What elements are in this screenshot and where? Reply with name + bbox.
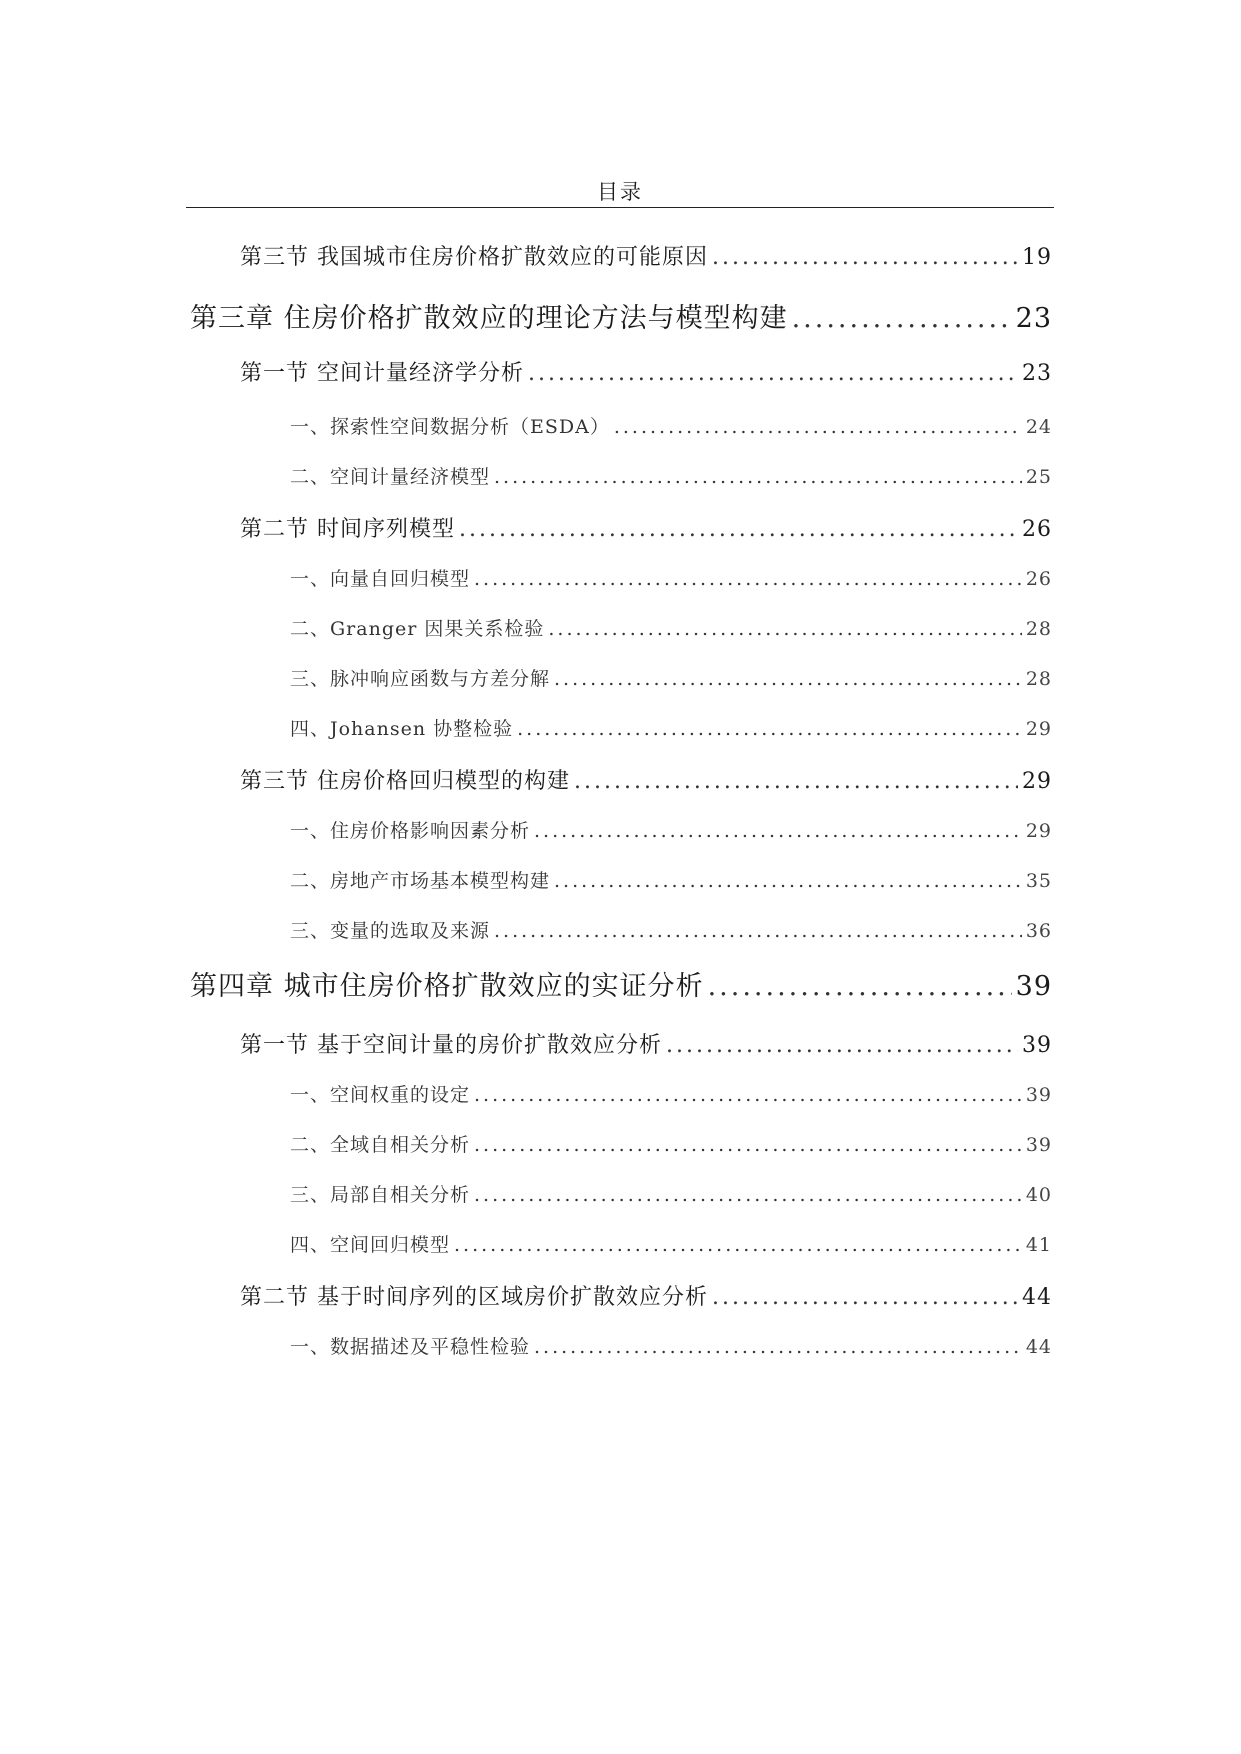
toc-dot-leader — [459, 517, 1018, 542]
toc-dot-leader — [534, 1336, 1022, 1358]
toc-section-entry[interactable] — [240, 1028, 1052, 1059]
toc-section-entry[interactable] — [240, 512, 1052, 543]
toc-page-number: 41 — [1025, 1234, 1052, 1256]
toc-entry-label: 第三节 住房价格回归模型的构建 — [240, 769, 570, 794]
toc-subsection-entry[interactable] — [290, 1080, 1052, 1107]
toc-page-number: 25 — [1025, 466, 1052, 488]
toc-entry-label: 三、脉冲响应函数与方差分解 — [290, 668, 551, 690]
toc-page-number: 23 — [1015, 303, 1052, 334]
toc-entry-label: 一、向量自回归模型 — [290, 568, 471, 590]
toc-page-number: 39 — [1025, 1134, 1052, 1156]
toc-entry-label: 第一节 基于空间计量的房价扩散效应分析 — [240, 1033, 662, 1058]
toc-page-number: 39 — [1022, 1033, 1052, 1058]
toc-subsection-entry[interactable] — [290, 1332, 1052, 1359]
toc-dot-leader — [494, 920, 1022, 942]
toc-dot-leader — [454, 1234, 1022, 1256]
toc-entry-label: 四、Johansen 协整检验 — [290, 718, 514, 740]
toc-page-number: 29 — [1025, 718, 1052, 740]
toc-dot-leader — [474, 1184, 1022, 1206]
toc-dot-leader — [712, 245, 1018, 270]
toc-section-entry[interactable] — [240, 1280, 1052, 1311]
toc-page-number: 35 — [1025, 870, 1052, 892]
toc-chapter-entry[interactable] — [190, 296, 1052, 335]
toc-entry-label: 三、变量的选取及来源 — [290, 920, 491, 942]
toc-subsection-entry[interactable] — [290, 614, 1052, 641]
toc-entry-label: 第一节 空间计量经济学分析 — [240, 361, 524, 386]
toc-subsection-entry[interactable] — [290, 866, 1052, 893]
toc-entry-label: 一、数据描述及平稳性检验 — [290, 1336, 531, 1358]
toc-subsection-entry[interactable] — [290, 916, 1052, 943]
toc-entry-label: 一、住房价格影响因素分析 — [290, 820, 531, 842]
toc-subsection-entry[interactable] — [290, 714, 1052, 741]
toc-entry-label: 第二节 基于时间序列的区域房价扩散效应分析 — [240, 1285, 708, 1310]
toc-dot-leader — [528, 361, 1018, 386]
toc-page-number: 40 — [1025, 1184, 1052, 1206]
toc-entry-label: 二、全域自相关分析 — [290, 1134, 471, 1156]
toc-dot-leader — [548, 618, 1021, 640]
toc-entry-label: 第三章 住房价格扩散效应的理论方法与模型构建 — [190, 303, 788, 334]
toc-dot-leader — [474, 568, 1022, 590]
toc-entry-label: 一、探索性空间数据分析（ESDA） — [290, 416, 610, 438]
toc-entry-label: 四、空间回归模型 — [290, 1234, 451, 1256]
toc-page-number: 39 — [1015, 971, 1052, 1002]
toc-section-entry[interactable] — [240, 240, 1052, 271]
toc-dot-leader — [474, 1084, 1022, 1106]
toc-entry-label: 第三节 我国城市住房价格扩散效应的可能原因 — [240, 245, 708, 270]
toc-entry-label: 一、空间权重的设定 — [290, 1084, 471, 1106]
toc-chapter-entry[interactable] — [190, 964, 1052, 1003]
toc-page-number: 44 — [1025, 1336, 1052, 1358]
toc-dot-leader — [554, 870, 1022, 892]
toc-dot-leader — [554, 668, 1022, 690]
toc-dot-leader — [517, 718, 1022, 740]
toc-page-number: 29 — [1022, 769, 1052, 794]
toc-subsection-entry[interactable] — [290, 462, 1052, 489]
toc-page-number: 39 — [1025, 1084, 1052, 1106]
toc-dot-leader — [708, 971, 1012, 1002]
toc-subsection-entry[interactable] — [290, 412, 1052, 439]
toc-dot-leader — [494, 466, 1022, 488]
toc-page-number: 29 — [1025, 820, 1052, 842]
toc-entry-label: 三、局部自相关分析 — [290, 1184, 471, 1206]
toc-page-number: 19 — [1022, 245, 1052, 270]
toc-page-number: 26 — [1025, 568, 1052, 590]
toc-section-entry[interactable] — [240, 764, 1052, 795]
toc-dot-leader — [712, 1285, 1018, 1310]
toc-entry-label: 二、房地产市场基本模型构建 — [290, 870, 551, 892]
page-header-title: 目录 — [597, 180, 643, 204]
toc-page-number: 26 — [1022, 517, 1052, 542]
toc-entry-label: 第二节 时间序列模型 — [240, 517, 455, 542]
toc-subsection-entry[interactable] — [290, 664, 1052, 691]
toc-entry-label: 第四章 城市住房价格扩散效应的实证分析 — [190, 971, 704, 1002]
toc-subsection-entry[interactable] — [290, 1130, 1052, 1157]
toc-dot-leader — [614, 416, 1022, 438]
toc-subsection-entry[interactable] — [290, 564, 1052, 591]
toc-page-number: 44 — [1022, 1285, 1052, 1310]
toc-page-number: 28 — [1025, 668, 1052, 690]
toc-dot-leader — [474, 1134, 1022, 1156]
toc-subsection-entry[interactable] — [290, 816, 1052, 843]
toc-page-number: 24 — [1025, 416, 1052, 438]
toc-entry-label: 二、空间计量经济模型 — [290, 466, 491, 488]
toc-dot-leader — [666, 1033, 1018, 1058]
toc-dot-leader — [574, 769, 1018, 794]
toc-dot-leader — [792, 303, 1012, 334]
toc-page-number: 36 — [1025, 920, 1052, 942]
toc-entry-label: 二、Granger 因果关系检验 — [290, 618, 545, 640]
toc-page-number: 23 — [1022, 361, 1052, 386]
toc-page-number: 28 — [1025, 618, 1052, 640]
toc-subsection-entry[interactable] — [290, 1230, 1052, 1257]
toc-dot-leader — [534, 820, 1022, 842]
toc-section-entry[interactable] — [240, 356, 1052, 387]
toc-subsection-entry[interactable] — [290, 1180, 1052, 1207]
